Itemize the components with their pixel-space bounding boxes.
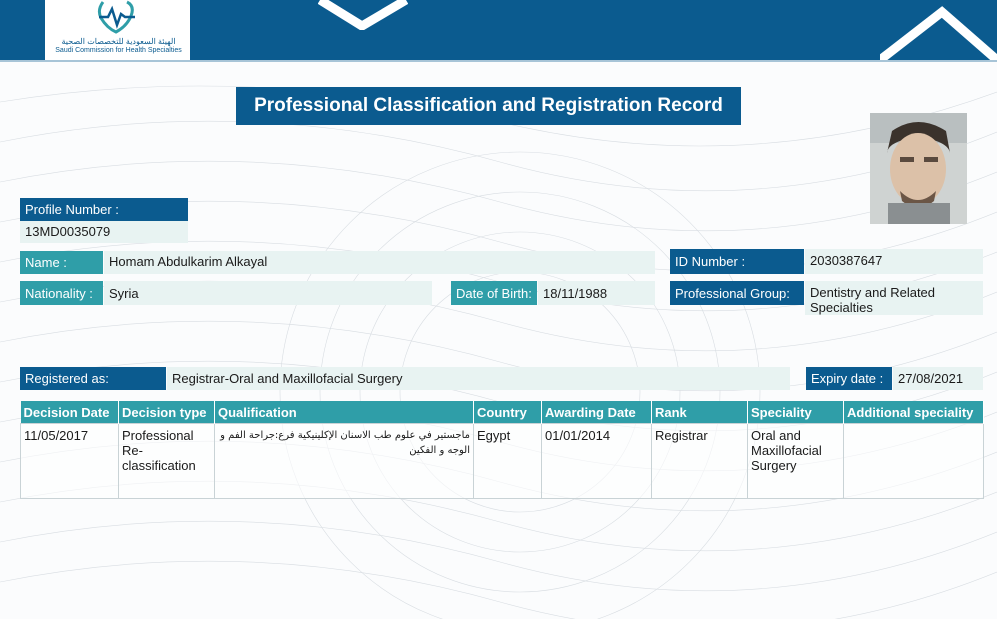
cell-rank: Registrar <box>652 424 748 499</box>
id-number-label: ID Number : <box>670 249 804 274</box>
nationality-value: Syria <box>104 281 432 305</box>
expiry-date-value: 27/08/2021 <box>893 367 983 390</box>
registered-as-value: Registrar-Oral and Maxillofacial Surgery <box>167 367 790 390</box>
cell-decision-type: Professional Re-classification <box>119 424 215 499</box>
cell-additional-speciality <box>844 424 984 499</box>
column-header-rank: Rank <box>652 401 748 424</box>
registered-as-label: Registered as: <box>20 367 166 390</box>
cell-qualification: ماجستير في علوم طب الاسنان الإكلينيكية فرع:جراحة الفم و الوجه و الفكين <box>215 424 474 499</box>
column-header-awarding-date: Awarding Date <box>542 401 652 424</box>
cell-country: Egypt <box>474 424 542 499</box>
id-number-value: 2030387647 <box>805 249 983 274</box>
column-header-qualification: Qualification <box>215 401 474 424</box>
professional-group-value: Dentistry and Related Specialties <box>805 281 983 315</box>
profile-photo <box>870 113 967 224</box>
expiry-date-label: Expiry date : <box>806 367 892 390</box>
logo-arabic-text: الهيئة السعودية للتخصصات الصحية <box>61 37 176 46</box>
name-label: Name : <box>20 251 103 274</box>
logo <box>45 0 190 60</box>
table-row <box>21 424 984 499</box>
heartbeat-logo-icon <box>93 0 139 36</box>
column-header-decision-type: Decision type <box>119 401 215 424</box>
banner-chevron-right <box>880 0 997 60</box>
date-of-birth-label: Date of Birth: <box>451 281 537 305</box>
banner-chevron-center <box>318 0 408 30</box>
header-divider <box>0 60 997 62</box>
profile-number-value: 13MD0035079 <box>20 221 188 243</box>
column-header-speciality: Speciality <box>748 401 844 424</box>
name-value: Homam Abdulkarim Alkayal <box>104 251 655 274</box>
column-header-decision-date: Decision Date <box>21 401 119 424</box>
nationality-label: Nationality : <box>20 281 103 305</box>
profile-number-label: Profile Number : <box>20 198 188 221</box>
page-title: Professional Classification and Registration Record <box>236 87 741 125</box>
cell-speciality: Oral and Maxillofacial Surgery <box>748 424 844 499</box>
cell-decision-date: 11/05/2017 <box>21 424 119 499</box>
professional-group-label: Professional Group: <box>670 281 804 305</box>
decision-table <box>20 401 984 499</box>
logo-english-text: Saudi Commission for Health Specialties <box>55 47 182 54</box>
date-of-birth-value: 18/11/1988 <box>538 281 655 305</box>
table-header-row <box>21 401 984 424</box>
column-header-additional-speciality: Additional speciality <box>844 401 984 424</box>
column-header-country: Country <box>474 401 542 424</box>
guilloche-background <box>0 62 997 619</box>
cell-awarding-date: 01/01/2014 <box>542 424 652 499</box>
